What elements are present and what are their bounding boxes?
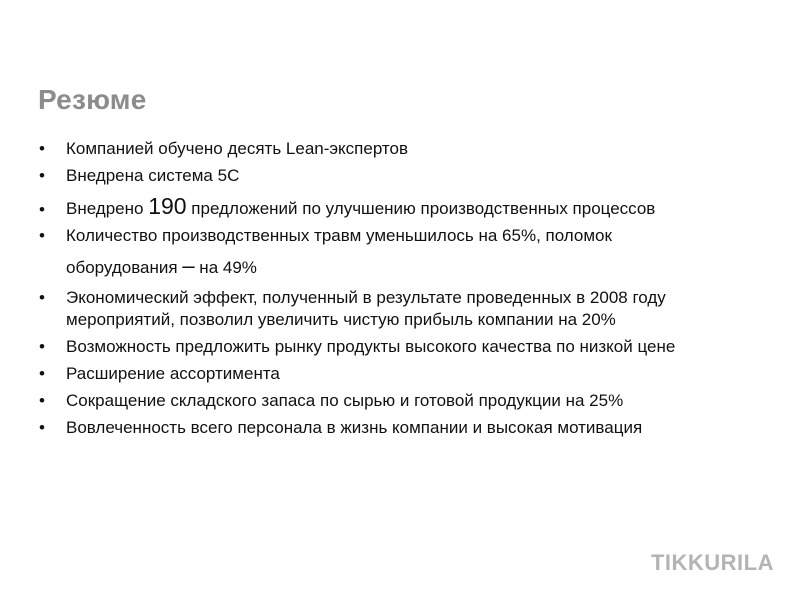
slide-title: Резюме bbox=[38, 84, 147, 115]
proposals-count: 190 bbox=[148, 193, 187, 219]
bullet-item-injuries bbox=[36, 225, 766, 279]
bullet-text-line2 bbox=[66, 255, 766, 279]
bullet-marker: • bbox=[39, 391, 45, 410]
bullet-text: Компанией обучено десять Lean-экспертов bbox=[66, 139, 409, 158]
bullet-text-before: Внедрено bbox=[66, 199, 149, 218]
bullet-text: Возможность предложить рынку продукты высокого качества по низкой цене bbox=[66, 337, 676, 356]
bullet-text: Расширение ассортимента bbox=[66, 364, 280, 383]
bullet-item-quality-products bbox=[36, 336, 766, 358]
bullet-item-economic-effect bbox=[36, 287, 766, 331]
bullet-marker: • bbox=[39, 337, 45, 356]
bullet-item-assortment bbox=[36, 363, 766, 385]
bullet-item-stock-reduction bbox=[36, 390, 766, 412]
bullet-marker: • bbox=[39, 226, 45, 245]
bullet-text-after: предложений по улучшению производственных процессов bbox=[186, 199, 656, 218]
bullet-marker: • bbox=[39, 139, 45, 158]
bullet-item-proposals bbox=[36, 195, 766, 220]
bullet-text: Внедрена система 5С bbox=[66, 166, 240, 185]
bullet-text: Сокращение складского запаса по сырью и готовой продукции на 25% bbox=[66, 391, 624, 410]
bullet-marker: • bbox=[39, 200, 45, 219]
bullet-marker: • bbox=[39, 418, 45, 437]
bullet-text: Вовлеченность всего персонала в жизнь компании и высокая мотивация bbox=[66, 418, 643, 437]
bullet-text: Экономический эффект, полученный в результате проведенных в 2008 году мероприятий, позволил увеличить чистую прибыль компании на 20% bbox=[66, 288, 666, 329]
bullet-item-lean-experts bbox=[36, 138, 766, 160]
line2-before: оборудования bbox=[66, 258, 183, 277]
bullet-item-personnel-involvement bbox=[36, 417, 766, 439]
dash-symbol: – bbox=[182, 253, 195, 278]
bullet-text-line1: Количество производственных травм уменьшилось на 65%, поломок bbox=[66, 226, 612, 245]
tikkurila-logo: TIKKURILA bbox=[650, 550, 774, 575]
bullet-marker: • bbox=[39, 166, 45, 185]
line2-after: на 49% bbox=[194, 258, 257, 277]
bullet-item-5s-system bbox=[36, 165, 766, 187]
bullet-marker: • bbox=[39, 288, 45, 307]
bullet-marker: • bbox=[39, 364, 45, 383]
summary-bullet-list bbox=[36, 138, 766, 444]
